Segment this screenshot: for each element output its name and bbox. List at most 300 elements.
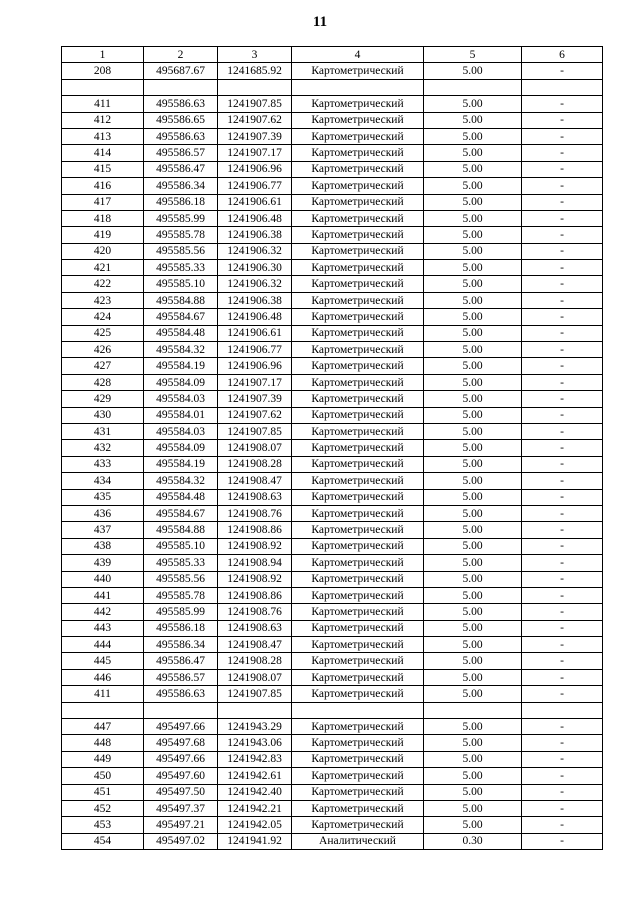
table-cell: 495584.09 (144, 440, 218, 456)
table-cell: 1241908.76 (218, 604, 292, 620)
table-row (62, 128, 603, 144)
table-cell: 5.00 (424, 719, 522, 735)
table-cell: 424 (62, 309, 144, 325)
table-cell: - (522, 489, 603, 505)
table-cell: 1241907.17 (218, 145, 292, 161)
table-cell: Картометрический (292, 210, 424, 226)
table-header-row (62, 47, 603, 63)
table-cell: - (522, 817, 603, 833)
table-cell: 5.00 (424, 817, 522, 833)
table-cell: Картометрический (292, 260, 424, 276)
table-cell: 1241908.28 (218, 653, 292, 669)
table-cell: 495585.56 (144, 571, 218, 587)
table-cell: 5.00 (424, 686, 522, 702)
table-cell: - (522, 128, 603, 144)
table-cell: 1241942.61 (218, 768, 292, 784)
table-cell: - (522, 768, 603, 784)
table-cell: 5.00 (424, 161, 522, 177)
table-cell: 495584.19 (144, 358, 218, 374)
table-cell: Картометрический (292, 751, 424, 767)
table-cell (218, 702, 292, 718)
table-cell: Картометрический (292, 292, 424, 308)
table-cell: 439 (62, 555, 144, 571)
table-cell: - (522, 342, 603, 358)
table-cell: 434 (62, 473, 144, 489)
table-cell: 5.00 (424, 587, 522, 603)
table-cell: Картометрический (292, 817, 424, 833)
table-cell: Картометрический (292, 178, 424, 194)
table-cell: 1241907.62 (218, 407, 292, 423)
table-cell: Картометрический (292, 555, 424, 571)
table-cell: - (522, 522, 603, 538)
table-row (62, 276, 603, 292)
table-cell: - (522, 440, 603, 456)
table-cell: Картометрический (292, 309, 424, 325)
table-cell: 414 (62, 145, 144, 161)
table-cell: 1241942.83 (218, 751, 292, 767)
table-cell: 453 (62, 817, 144, 833)
table-cell: 411 (62, 686, 144, 702)
table-row (62, 833, 603, 849)
table-cell: 427 (62, 358, 144, 374)
table-row (62, 178, 603, 194)
table-cell: 5.00 (424, 128, 522, 144)
table-cell: 1241906.77 (218, 178, 292, 194)
table-row (62, 243, 603, 259)
table-cell: 448 (62, 735, 144, 751)
table-cell: Картометрический (292, 489, 424, 505)
table-cell: 1241908.07 (218, 440, 292, 456)
table-cell: - (522, 473, 603, 489)
table-cell: 495584.88 (144, 292, 218, 308)
table-cell: Картометрический (292, 342, 424, 358)
table-row (62, 423, 603, 439)
table-cell: 412 (62, 112, 144, 128)
table-cell: 495584.67 (144, 505, 218, 521)
table-cell: 495585.78 (144, 587, 218, 603)
table-cell: - (522, 145, 603, 161)
table-cell: 1241942.21 (218, 800, 292, 816)
table-cell: 5.00 (424, 800, 522, 816)
table-cell: 495585.56 (144, 243, 218, 259)
table-cell: - (522, 325, 603, 341)
table-cell: Картометрический (292, 407, 424, 423)
table-cell: 1241941.92 (218, 833, 292, 849)
table-cell: 5.00 (424, 440, 522, 456)
table-cell: - (522, 653, 603, 669)
table-row (62, 784, 603, 800)
table-cell: 449 (62, 751, 144, 767)
table-row (62, 145, 603, 161)
table-row (62, 96, 603, 112)
table-cell: 495586.57 (144, 669, 218, 685)
table-row (62, 63, 603, 79)
table-cell: 1241908.94 (218, 555, 292, 571)
table-cell: 5.00 (424, 669, 522, 685)
table-cell: 495584.48 (144, 325, 218, 341)
table-cell: 1241908.47 (218, 473, 292, 489)
table-cell: 495585.99 (144, 210, 218, 226)
table-cell: 495586.34 (144, 178, 218, 194)
table-cell: 454 (62, 833, 144, 849)
table-cell: 495586.18 (144, 194, 218, 210)
table-cell: 422 (62, 276, 144, 292)
table-row (62, 473, 603, 489)
table-cell: 1241907.85 (218, 686, 292, 702)
table-cell: - (522, 571, 603, 587)
table-cell: 1241908.28 (218, 456, 292, 472)
table-cell: 495586.34 (144, 637, 218, 653)
table-cell: Картометрический (292, 440, 424, 456)
column-header: 3 (218, 47, 292, 63)
table-cell: 495584.03 (144, 423, 218, 439)
table-cell: 421 (62, 260, 144, 276)
table-cell: 416 (62, 178, 144, 194)
table-cell: Картометрический (292, 145, 424, 161)
table-cell: 1241908.86 (218, 587, 292, 603)
table-cell: 495585.10 (144, 538, 218, 554)
table-cell: 1241906.38 (218, 227, 292, 243)
table-cell: 5.00 (424, 292, 522, 308)
table-cell: 5.00 (424, 555, 522, 571)
table-cell: 430 (62, 407, 144, 423)
table-row (62, 571, 603, 587)
table-cell: - (522, 637, 603, 653)
table-cell: 495585.78 (144, 227, 218, 243)
table-cell: 445 (62, 653, 144, 669)
table-cell: Картометрический (292, 391, 424, 407)
table-row (62, 538, 603, 554)
table-cell: 1241907.17 (218, 374, 292, 390)
table-cell: 450 (62, 768, 144, 784)
column-header: 4 (292, 47, 424, 63)
table-cell: 436 (62, 505, 144, 521)
table-cell: 5.00 (424, 260, 522, 276)
table-cell: 5.00 (424, 522, 522, 538)
table-row (62, 522, 603, 538)
table-cell: 1241906.48 (218, 309, 292, 325)
table-cell: Картометрический (292, 571, 424, 587)
table-cell: 1241908.76 (218, 505, 292, 521)
table-cell: 495497.60 (144, 768, 218, 784)
table-row (62, 456, 603, 472)
table-row (62, 292, 603, 308)
table-cell: - (522, 227, 603, 243)
table-cell: Картометрический (292, 637, 424, 653)
table-row (62, 637, 603, 653)
table-row (62, 161, 603, 177)
table-row (62, 260, 603, 276)
table-row (62, 489, 603, 505)
table-cell: Картометрический (292, 587, 424, 603)
table-cell: 495584.03 (144, 391, 218, 407)
table-cell: - (522, 374, 603, 390)
table-cell: - (522, 751, 603, 767)
table-cell (424, 702, 522, 718)
table-cell: 5.00 (424, 604, 522, 620)
table-cell: 1241942.05 (218, 817, 292, 833)
table-cell: 1241907.62 (218, 112, 292, 128)
table-cell: - (522, 555, 603, 571)
table-cell: 5.00 (424, 112, 522, 128)
table-cell: 1241906.30 (218, 260, 292, 276)
table-cell: 451 (62, 784, 144, 800)
table-cell: Картометрический (292, 63, 424, 79)
table-cell: 435 (62, 489, 144, 505)
table-cell: 5.00 (424, 473, 522, 489)
table-cell (424, 79, 522, 95)
table-cell: Картометрический (292, 669, 424, 685)
table-cell: - (522, 194, 603, 210)
table-cell: - (522, 96, 603, 112)
table-cell: - (522, 391, 603, 407)
table-cell: Картометрический (292, 325, 424, 341)
table-cell: 5.00 (424, 456, 522, 472)
table-cell: 426 (62, 342, 144, 358)
table-cell: 1241907.39 (218, 391, 292, 407)
table-cell: 1241908.63 (218, 620, 292, 636)
table-cell: 1241908.92 (218, 538, 292, 554)
table-cell: 5.00 (424, 243, 522, 259)
table-cell: 495585.10 (144, 276, 218, 292)
table-cell: 452 (62, 800, 144, 816)
table-cell: Картометрический (292, 522, 424, 538)
table-cell: 417 (62, 194, 144, 210)
table-cell: 5.00 (424, 637, 522, 653)
table-cell (522, 79, 603, 95)
table-cell: Картометрический (292, 96, 424, 112)
table-cell: 5.00 (424, 342, 522, 358)
table-cell (218, 79, 292, 95)
page-number: 11 (312, 14, 328, 30)
table-row (62, 309, 603, 325)
table-cell: Картометрический (292, 735, 424, 751)
table-row (62, 620, 603, 636)
table-row (62, 702, 603, 718)
table-cell: Картометрический (292, 423, 424, 439)
table-row (62, 768, 603, 784)
table-cell (62, 79, 144, 95)
table-cell: 1241908.47 (218, 637, 292, 653)
table-cell: 418 (62, 210, 144, 226)
table-cell: 5.00 (424, 96, 522, 112)
table-cell: - (522, 686, 603, 702)
table-cell: - (522, 538, 603, 554)
table-cell: 495497.02 (144, 833, 218, 849)
table-cell: - (522, 276, 603, 292)
table-cell: - (522, 505, 603, 521)
table-cell: - (522, 161, 603, 177)
table-cell: 443 (62, 620, 144, 636)
table-cell: 1241943.29 (218, 719, 292, 735)
table-cell: - (522, 800, 603, 816)
table-cell: - (522, 292, 603, 308)
table-row (62, 735, 603, 751)
coordinates-table (61, 46, 603, 850)
table-cell: 5.00 (424, 768, 522, 784)
table-cell: - (522, 178, 603, 194)
table-cell: Картометрический (292, 128, 424, 144)
table-cell: - (522, 358, 603, 374)
table-cell: - (522, 456, 603, 472)
table-cell: 420 (62, 243, 144, 259)
table-cell: 495584.48 (144, 489, 218, 505)
column-header: 6 (522, 47, 603, 63)
table-cell: Картометрический (292, 161, 424, 177)
table-cell: 411 (62, 96, 144, 112)
table-cell: 5.00 (424, 227, 522, 243)
table-cell: - (522, 784, 603, 800)
table-cell: 425 (62, 325, 144, 341)
table-cell: 5.00 (424, 194, 522, 210)
table-cell: 5.00 (424, 571, 522, 587)
table-cell: 419 (62, 227, 144, 243)
table-cell: Картометрический (292, 276, 424, 292)
table-cell: 433 (62, 456, 144, 472)
table-cell: 442 (62, 604, 144, 620)
table-cell: Картометрический (292, 784, 424, 800)
table-cell: - (522, 423, 603, 439)
table-cell: 495687.67 (144, 63, 218, 79)
table-cell: 495497.66 (144, 719, 218, 735)
table-cell: 5.00 (424, 391, 522, 407)
table-cell: 495585.33 (144, 260, 218, 276)
table-cell: 444 (62, 637, 144, 653)
table-cell: 495584.09 (144, 374, 218, 390)
table-cell: 5.00 (424, 358, 522, 374)
table-cell: 208 (62, 63, 144, 79)
table-row (62, 374, 603, 390)
table-cell (144, 702, 218, 718)
table-cell: 495584.19 (144, 456, 218, 472)
table-cell: 432 (62, 440, 144, 456)
table-cell: 5.00 (424, 505, 522, 521)
table-cell: 495584.32 (144, 342, 218, 358)
table-row (62, 358, 603, 374)
table-cell: 1241906.32 (218, 243, 292, 259)
table-cell: 1241908.63 (218, 489, 292, 505)
table-row (62, 686, 603, 702)
table-cell (292, 702, 424, 718)
table-cell: 495497.68 (144, 735, 218, 751)
table-cell: Картометрический (292, 604, 424, 620)
table-cell: 5.00 (424, 751, 522, 767)
column-header: 2 (144, 47, 218, 63)
table-cell: - (522, 735, 603, 751)
table-row (62, 800, 603, 816)
table-cell: 495584.01 (144, 407, 218, 423)
table-cell: 1241906.48 (218, 210, 292, 226)
table-cell: 5.00 (424, 145, 522, 161)
table-cell: 5.00 (424, 178, 522, 194)
table-cell: 495497.37 (144, 800, 218, 816)
table-row (62, 112, 603, 128)
table-cell: Картометрический (292, 358, 424, 374)
table-cell: 495497.21 (144, 817, 218, 833)
table-cell: 5.00 (424, 538, 522, 554)
table-cell: 1241906.61 (218, 325, 292, 341)
table-cell: 1241907.39 (218, 128, 292, 144)
table-row (62, 751, 603, 767)
table-cell: 1241942.40 (218, 784, 292, 800)
table-cell: 5.00 (424, 325, 522, 341)
table-cell: Картометрический (292, 719, 424, 735)
table-row (62, 653, 603, 669)
table-cell: 495586.65 (144, 112, 218, 128)
table-row (62, 669, 603, 685)
table-cell: Картометрический (292, 194, 424, 210)
table-cell: Картометрический (292, 505, 424, 521)
table-cell: Картометрический (292, 243, 424, 259)
table-cell: Картометрический (292, 686, 424, 702)
table-cell: 1241906.61 (218, 194, 292, 210)
table-cell: 495586.63 (144, 686, 218, 702)
table-cell (62, 702, 144, 718)
table-body (62, 63, 603, 850)
table-row (62, 342, 603, 358)
table-cell: 431 (62, 423, 144, 439)
table-cell: Картометрический (292, 800, 424, 816)
table-cell: - (522, 620, 603, 636)
table-cell: 5.00 (424, 784, 522, 800)
table-cell: 5.00 (424, 653, 522, 669)
table-cell: 1241907.85 (218, 423, 292, 439)
table-cell: 495586.63 (144, 128, 218, 144)
table-cell: Картометрический (292, 768, 424, 784)
column-header: 5 (424, 47, 522, 63)
table-cell: 495585.99 (144, 604, 218, 620)
table-cell (292, 79, 424, 95)
table-row (62, 391, 603, 407)
table-row (62, 325, 603, 341)
table-cell: 5.00 (424, 735, 522, 751)
table-row (62, 719, 603, 735)
table-cell: 1241906.32 (218, 276, 292, 292)
table-cell: 495585.33 (144, 555, 218, 571)
table-cell: 495497.66 (144, 751, 218, 767)
table-cell: Картометрический (292, 538, 424, 554)
table-cell: - (522, 210, 603, 226)
table-cell: 1241908.86 (218, 522, 292, 538)
table-cell: 495586.18 (144, 620, 218, 636)
table-cell: 1241908.07 (218, 669, 292, 685)
table-cell: 437 (62, 522, 144, 538)
table-cell: - (522, 669, 603, 685)
table-cell: 5.00 (424, 210, 522, 226)
table-cell: 413 (62, 128, 144, 144)
table-row (62, 555, 603, 571)
table-cell: 0.30 (424, 833, 522, 849)
table-cell: - (522, 587, 603, 603)
table-cell: 1241908.92 (218, 571, 292, 587)
table-cell: 428 (62, 374, 144, 390)
table-cell: 1241685.92 (218, 63, 292, 79)
table-cell: 441 (62, 587, 144, 603)
table-cell: - (522, 604, 603, 620)
table-cell: - (522, 309, 603, 325)
table-cell: 429 (62, 391, 144, 407)
table-cell: 495584.67 (144, 309, 218, 325)
table-cell: Картометрический (292, 227, 424, 243)
table-cell: 415 (62, 161, 144, 177)
table-cell: 1241906.77 (218, 342, 292, 358)
table-cell: 1241906.96 (218, 358, 292, 374)
table-cell: Картометрический (292, 473, 424, 489)
table-cell: 495497.50 (144, 784, 218, 800)
table-cell: 5.00 (424, 309, 522, 325)
table-row (62, 505, 603, 521)
table-cell: 5.00 (424, 489, 522, 505)
